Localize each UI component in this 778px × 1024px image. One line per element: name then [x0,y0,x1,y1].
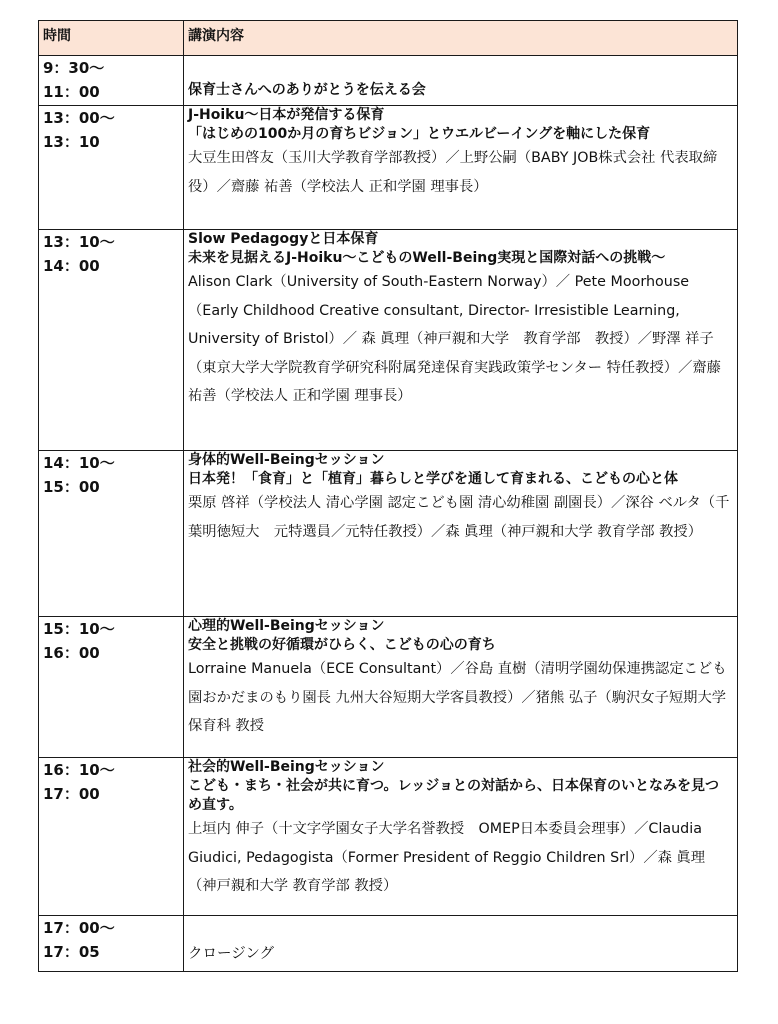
time-start: 14：10〜 [43,454,115,472]
time-end: 17：05 [43,943,100,961]
time-column-header: 時間 [39,21,184,56]
time-start: 13：10〜 [43,233,115,251]
session-title: 身体的Well-Beingセッション [188,452,385,468]
session-time [39,916,184,972]
session-speakers: 上垣内 伸子（十文字学園女子大学名誉教授 OMEP日本委員会理事）／Claudia Giudici, Pedagogista（Former President of Reggio Children Srl）／森 眞理（神戸親和大学 教育学部 教授） [188,821,706,894]
table-header-row [39,21,738,56]
session-subtitle: 「はじめの100か月の育ちビジョン」とウエルビーイングを軸にした保育 [188,126,651,142]
time-start: 15：10〜 [43,620,115,638]
closing-label: クロージング [188,946,275,962]
time-end: 16：00 [43,644,100,662]
session-subtitle: こども・まち・社会が共に育つ。レッジョとの対話から、日本保育のいとなみを見つめ直す。 [188,778,720,813]
time-start: 16：10〜 [43,761,115,779]
session-content [184,916,738,972]
session-title: 保育士さんへのありがとうを伝える会 [188,82,426,98]
session-speakers: 大豆生田啓友（玉川大学教育学部教授）／上野公嗣（BABY JOB株式会社 代表取締役）／齋藤 祐善（学校法人 正和学園 理事長） [188,150,718,195]
table-row [39,916,738,972]
table-row [39,758,738,916]
table-row [39,106,738,230]
program-schedule-table [38,20,738,972]
table-row [39,230,738,451]
session-speakers: 栗原 啓祥（学校法人 清心学園 認定こども園 清心幼稚園 副園長）／深谷 ベルタ（千葉明徳短大 元特選員／元特任教授）／森 眞理（神戸親和大学 教育学部 教授） [188,495,730,540]
session-time [39,106,184,230]
session-speakers: Lorraine Manuela（ECE Consultant）／谷島 直樹（清明学園幼保連携認定こども園おかだまのもり園長 九州大谷短期大学客員教授）／猪熊 弘子（駒沢女子短期大学 保育科 教授 [188,661,727,734]
session-time [39,451,184,617]
session-title: 社会的Well-Beingセッション [188,759,385,775]
time-start: 13：00〜 [43,109,115,127]
session-content [184,758,738,916]
session-subtitle: 日本発！「食育」と「植育」暮らしと学びを通して育まれる、こどもの心と体 [188,471,678,487]
session-content [184,106,738,230]
content-column-header: 講演内容 [184,21,738,56]
session-title: 心理的Well-Beingセッション [188,618,385,634]
session-time [39,617,184,758]
session-content [184,56,738,106]
session-time [39,230,184,451]
session-content [184,617,738,758]
session-speakers: Alison Clark（University of South-Eastern Norway）／ Pete Moorhouse（Early Childhood Creative consultant, Director- Irresistible Learning, University of Bristol）／ 森 眞理（神戸親和大学 教育学部 教授）／野澤 祥子（東京大学大学院教育学研究科附属発達保育実践政策学センター 特任教授）／齋藤 祐善（学校法人 正和学園 理事長） [188,274,721,404]
session-content [184,451,738,617]
session-content [184,230,738,451]
session-subtitle: 未来を見据えるJ-Hoiku〜こどものWell-Being実現と国際対話への挑戦〜 [188,250,666,266]
time-end: 17：00 [43,785,100,803]
session-subtitle: 安全と挑戦の好循環がひらく、こどもの心の育ち [188,637,496,653]
time-end: 11：00 [43,83,100,101]
time-end: 13：10 [43,133,100,151]
table-row [39,56,738,106]
session-time [39,758,184,916]
session-title: J-Hoiku〜日本が発信する保育 [188,107,385,123]
session-title: Slow Pedagogyと日本保育 [188,231,379,247]
time-end: 14：00 [43,257,100,275]
time-end: 15：00 [43,478,100,496]
table-row [39,451,738,617]
time-start: 9：30〜 [43,59,105,77]
table-row [39,617,738,758]
session-time [39,56,184,106]
time-start: 17：00〜 [43,919,115,937]
